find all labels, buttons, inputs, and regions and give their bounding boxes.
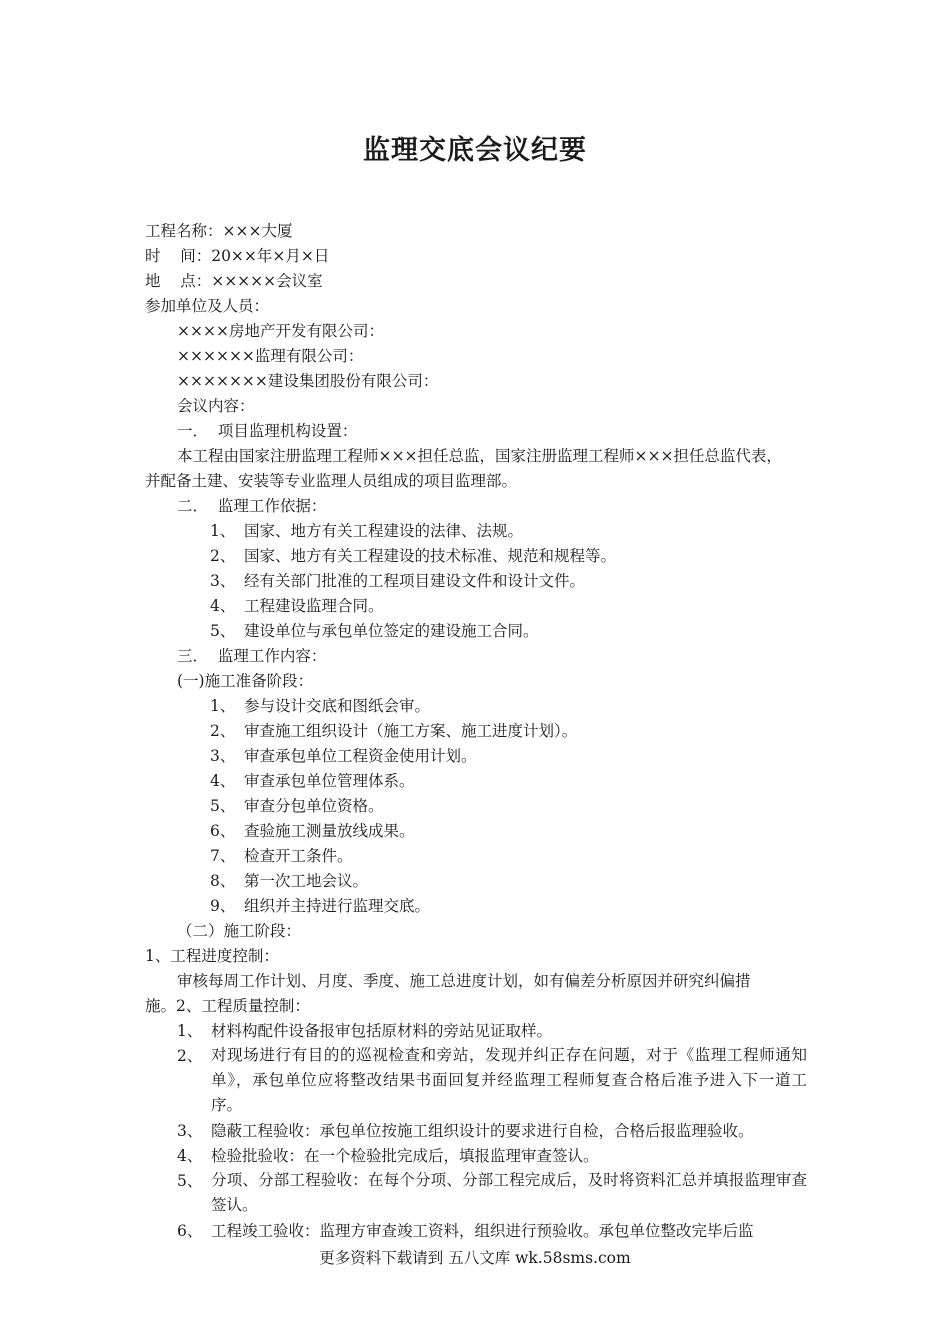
list-item xyxy=(210,546,616,566)
attendees-label: 参加单位及人员： xyxy=(145,297,270,315)
paragraph-line: 并配备土建、安装等专业监理人员组成的项目监理部。 xyxy=(145,472,518,490)
list-item xyxy=(210,521,523,541)
list-number: 5、 xyxy=(210,622,236,640)
list-number: 1、 xyxy=(177,1022,203,1040)
list-text: 审查分包单位资格。 xyxy=(244,797,384,815)
meeting-place: 地 点：×××××会议室 xyxy=(145,272,323,290)
attendee-item: ××××××监理有限公司： xyxy=(177,347,364,365)
paragraph-line: 审核每周工作计划、月度、季度、施工总进度计划，如有偏差分析原因并研究纠偏措 xyxy=(177,972,751,990)
list-item xyxy=(210,771,415,791)
list-item xyxy=(210,596,384,616)
list-text: 查验施工测量放线成果。 xyxy=(244,822,415,840)
list-item xyxy=(210,846,353,866)
section-heading: 三． 监理工作内容： xyxy=(177,647,327,665)
list-number: 8、 xyxy=(210,872,236,890)
subsection-heading: (一)施工准备阶段： xyxy=(177,672,314,690)
list-text: 经有关部门批准的工程项目建设文件和设计文件。 xyxy=(244,572,586,590)
list-text: 审查施工组织设计（施工方案、施工进度计划）。 xyxy=(244,722,578,740)
list-item xyxy=(210,571,585,591)
footer-link[interactable]: 更多资料下载请到 五八文库 wk.58sms.com xyxy=(319,1249,631,1267)
list-text: 分项、分部工程验收：在每个分项、分部工程完成后，及时将资料汇总并填报监理审查签认。 xyxy=(211,1171,807,1214)
list-text: 建设单位与承包单位签定的建设施工合同。 xyxy=(244,622,539,640)
list-text: 隐蔽工程验收：承包单位按施工组织设计的要求进行自检，合格后报监理验收。 xyxy=(211,1122,754,1140)
list-text: 材料构配件设备报审包括原材料的旁站见证取样。 xyxy=(211,1022,553,1040)
list-number: 1、 xyxy=(210,522,236,540)
document-title: 监理交底会议纪要 xyxy=(363,135,587,166)
list-number: 6、 xyxy=(177,1222,203,1240)
list-number: 3、 xyxy=(210,572,236,590)
list-number: 3、 xyxy=(210,747,236,765)
list-number: 5、 xyxy=(177,1172,203,1190)
list-text: 组织并主持进行监理交底。 xyxy=(244,897,431,915)
list-item xyxy=(177,1021,552,1041)
list-item xyxy=(210,896,430,916)
paragraph-line: 施。2、工程质量控制： xyxy=(145,997,310,1015)
project-name: 工程名称：×××大厦 xyxy=(145,222,293,240)
subsection-heading: 1、工程进度控制： xyxy=(145,947,279,965)
list-number: 2、 xyxy=(177,1047,203,1065)
attendee-item: ××××房地产开发有限公司： xyxy=(177,322,384,340)
section-heading: 一． 项目监理机构设置： xyxy=(177,422,358,440)
list-text: 工程建设监理合同。 xyxy=(244,597,384,615)
list-item xyxy=(177,1121,754,1141)
list-item xyxy=(210,621,539,641)
list-item xyxy=(210,821,415,841)
content-label: 会议内容： xyxy=(177,397,255,415)
list-item xyxy=(210,871,368,891)
list-number: 4、 xyxy=(210,772,236,790)
list-number: 2、 xyxy=(210,547,236,565)
list-text: 参与设计交底和图纸会审。 xyxy=(244,697,431,715)
attendee-item: ×××××××建设集团股份有限公司： xyxy=(177,372,439,390)
list-number: 1、 xyxy=(210,697,236,715)
list-number: 6、 xyxy=(210,822,236,840)
list-text: 对现场进行有目的的巡视检查和旁站，发现并纠正存在问题，对于《监理工程师通知单》，承包单位应将整改结果书面回复并经监理工程师复查合格后准予进入下一道工序。 xyxy=(211,1046,807,1114)
subsection-heading: （二）施工阶段： xyxy=(177,922,302,940)
list-item xyxy=(210,721,577,741)
list-text: 国家、地方有关工程建设的技术标准、规范和规程等。 xyxy=(244,547,617,565)
list-number: 3、 xyxy=(177,1122,203,1140)
list-number: 4、 xyxy=(177,1147,203,1165)
section-heading: 二． 监理工作依据： xyxy=(177,497,327,515)
meeting-time: 时 间：20××年×月×日 xyxy=(145,247,330,265)
list-text: 检查开工条件。 xyxy=(244,847,353,865)
list-item xyxy=(177,1146,599,1166)
list-number: 7、 xyxy=(210,847,236,865)
list-text: 审查承包单位工程资金使用计划。 xyxy=(244,747,477,765)
list-item xyxy=(210,746,477,766)
list-text: 国家、地方有关工程建设的法律、法规。 xyxy=(244,522,524,540)
list-item xyxy=(177,1221,754,1241)
list-text: 第一次工地会议。 xyxy=(244,872,369,890)
list-item xyxy=(210,796,384,816)
list-item xyxy=(210,696,430,716)
list-text: 检验批验收：在一个检验批完成后，填报监理审查签认。 xyxy=(211,1147,599,1165)
list-number: 9、 xyxy=(210,897,236,915)
list-text: 工程竣工验收：监理方审查竣工资料，组织进行预验收。承包单位整改完毕后监 xyxy=(211,1222,754,1240)
list-number: 2、 xyxy=(210,722,236,740)
list-number: 4、 xyxy=(210,597,236,615)
list-number: 5、 xyxy=(210,797,236,815)
list-text: 审查承包单位管理体系。 xyxy=(244,772,415,790)
paragraph-line: 本工程由国家注册监理工程师×××担任总监，国家注册监理工程师×××担任总监代表， xyxy=(177,447,782,465)
